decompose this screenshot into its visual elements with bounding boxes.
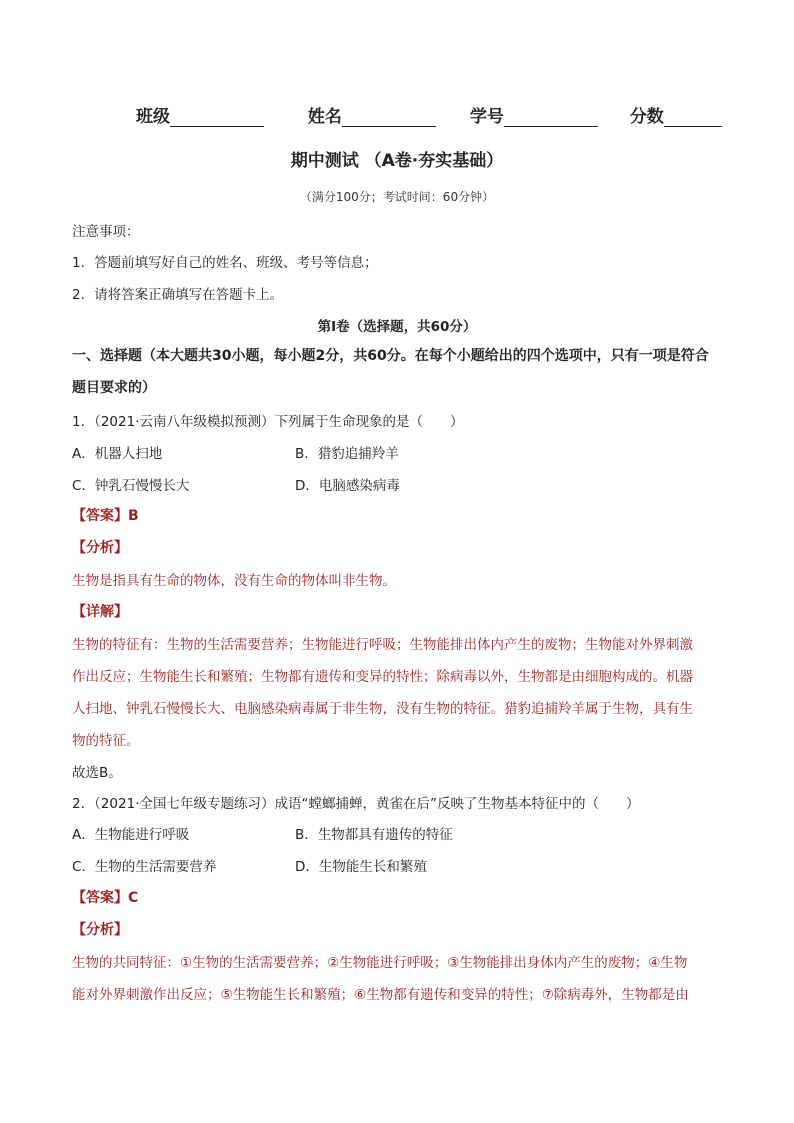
option-c[interactable]: C．钟乳石慢慢长大 [72, 478, 190, 494]
answer: 【答案】B [72, 508, 139, 524]
name-field [308, 102, 436, 127]
option-a[interactable]: A．机器人扫地 [72, 446, 163, 462]
id-blank[interactable] [504, 108, 598, 127]
detail-line: 生物的特征有：生物的生活需要营养；生物能进行呼吸；生物能排出体内产生的废物；生物能对外界刺激 [72, 637, 693, 653]
detail-line: 人扫地、钟乳石慢慢长大、电脑感染病毒属于非生物，没有生物的特征。猎豹追捕羚羊属于生物，具有生 [72, 701, 693, 717]
section-heading-cont: 题目要求的） [72, 380, 156, 396]
class-blank[interactable] [170, 108, 264, 127]
class-field [136, 102, 264, 127]
score-field [630, 102, 722, 127]
question-stem: 2．（2021·全国七年级专题练习）成语“螳螂捕蝉，黄雀在后”反映了生物基本特征中的（ ） [72, 796, 640, 812]
analysis-line: 能对外界刺激作出反应；⑤生物能生长和繁殖；⑥生物都有遗传和变异的特性；⑦除病毒外，生物都是由 [72, 987, 689, 1003]
volume-heading: 第Ⅰ卷（选择题，共60分） [317, 319, 477, 335]
analysis-text: 生物是指具有生命的物体，没有生命的物体叫非生物。 [72, 573, 396, 589]
id-label: 学号 [469, 107, 504, 127]
analysis-label: 【分析】 [72, 540, 128, 556]
score-blank[interactable] [664, 108, 722, 127]
option-c[interactable]: C．生物的生活需要营养 [72, 859, 217, 875]
conclusion: 故选B。 [72, 765, 122, 781]
detail-line: 物的特征。 [72, 733, 140, 749]
answer: 【答案】C [72, 890, 139, 906]
option-d[interactable]: D．生物能生长和繁殖 [295, 859, 427, 875]
detail-line: 作出反应；生物能生长和繁殖；生物都有遗传和变异的特性；除病毒以外，生物都是由细胞构成的。机器 [72, 669, 693, 685]
exam-title: 期中测试 （A卷·夯实基础） [290, 151, 504, 171]
option-a[interactable]: A．生物能进行呼吸 [72, 827, 190, 843]
name-label: 姓名 [307, 107, 342, 127]
score-label: 分数 [629, 107, 664, 127]
exam-subtitle: （满分100分；考试时间：60分钟） [299, 190, 495, 204]
id-field [470, 102, 598, 127]
note-item: 1．答题前填写好自己的姓名、班级、考号等信息； [72, 255, 378, 271]
detail-label: 【详解】 [72, 604, 128, 620]
question-stem: 1．（2021·云南八年级模拟预测）下列属于生命现象的是（ ） [72, 414, 464, 430]
option-b[interactable]: B．生物都具有遗传的特征 [295, 827, 453, 843]
name-blank[interactable] [342, 108, 436, 127]
analysis-line: 生物的共同特征：①生物的生活需要营养；②生物能进行呼吸；③生物能排出身体内产生的废物；④生物 [72, 955, 688, 971]
option-d[interactable]: D．电脑感染病毒 [295, 478, 400, 494]
class-label: 班级 [136, 107, 170, 127]
option-b[interactable]: B．猎豹追捕羚羊 [295, 446, 399, 462]
note-item: 2．请将答案正确填写在答题卡上。 [72, 287, 284, 303]
analysis-label: 【分析】 [72, 922, 128, 938]
notes-heading: 注意事项： [72, 224, 140, 240]
section-heading: 一、选择题（本大题共30小题，每小题2分，共60分。在每个小题给出的四个选项中，只有一项是符合 [72, 348, 709, 364]
student-info-row [136, 102, 722, 127]
